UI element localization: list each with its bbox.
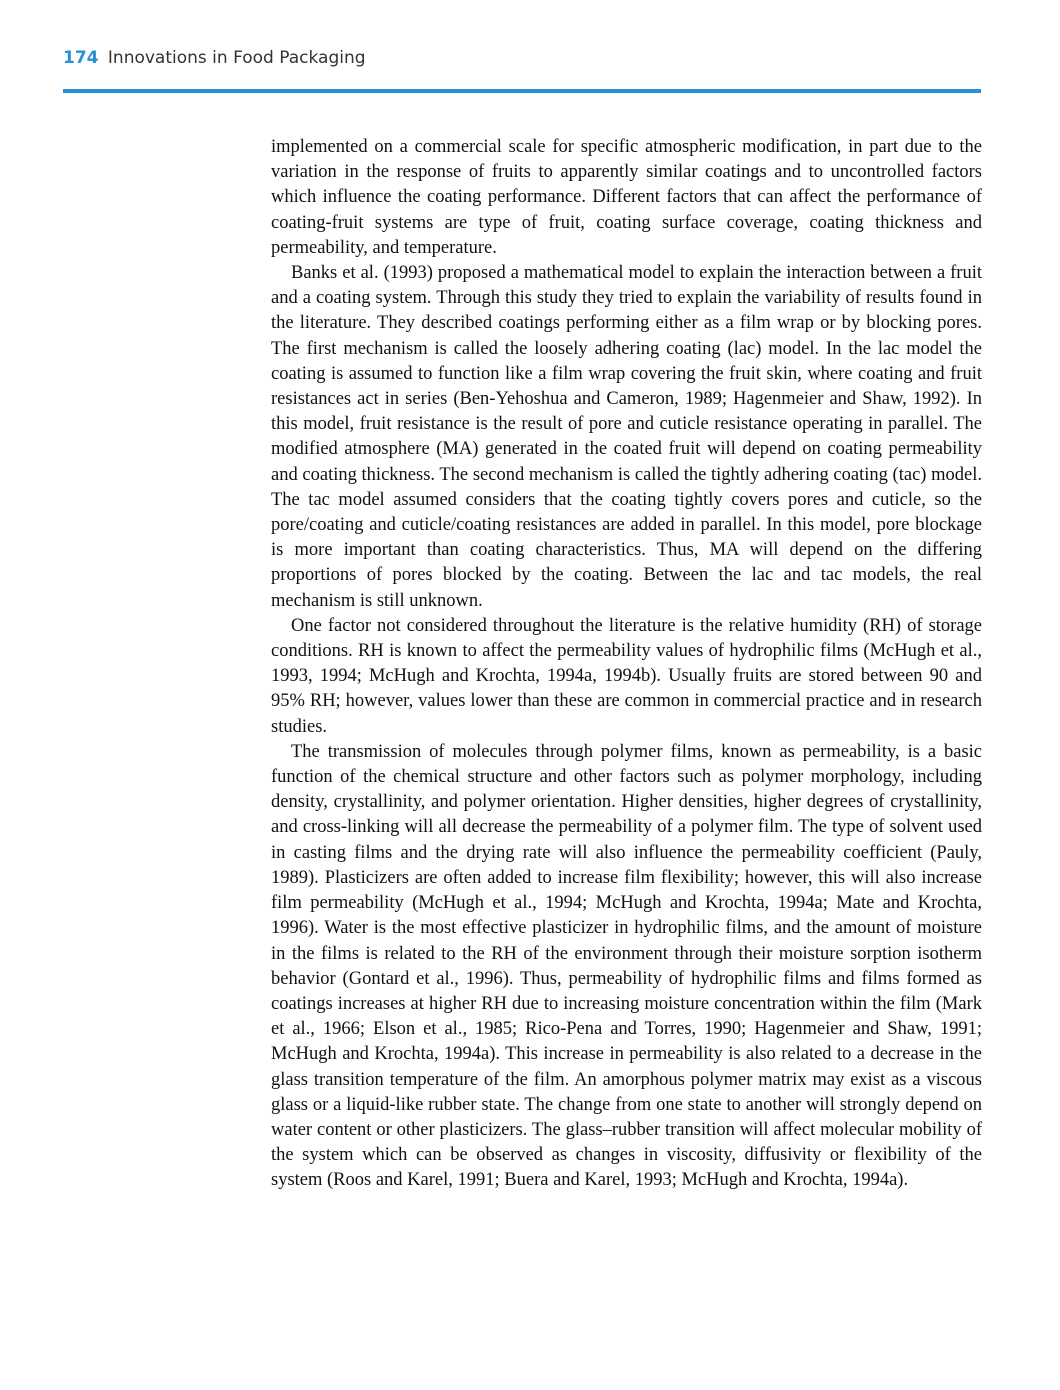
running-head: [63, 48, 366, 68]
paragraph-4: The transmission of molecules through polymer films, known as permeability, is a basic function of the chemical structure and other factors such as polymer morphology, including density, crystallinity, and polymer orientation. Higher densities, higher degrees of crystallinity, and cross-linking will all decrease the permeability of a polymer film. The type of solvent used in casting films and the drying rate will also influence the permeability coefficient (Pauly, 1989). Plasticizers are often added to increase film flexibility; however, this will also increase film permeability (McHugh et al., 1994; McHugh and Krochta, 1994a; Mate and Krochta, 1996). Water is the most effective plasticizer in hydrophilic films, and the amount of moisture in the films is related to the RH of the environment through their moisture sorption isotherm behavior (Gontard et al., 1996). Thus, permeability of hydrophilic films and films formed as coatings increases at higher RH due to increasing moisture concentration within the film (Mark et al., 1966; Elson et al., 1985; Rico-Pena and Torres, 1990; Hagenmeier and Shaw, 1991; McHugh and Krochta, 1994a). This increase in permeability is also related to a decrease in the glass transition temperature of the film. An amorphous polymer matrix may exist as a viscous glass or a liquid-like rubber state. The change from one state to another will strongly depend on water content or other plasticizers. The glass–rubber transition will affect molecular mobility of the system which can be observed as changes in viscosity, diffusivity or flexibility of the system (Roos and Karel, 1991; Buera and Karel, 1993; McHugh and Krochta, 1994a).: [271, 741, 982, 1191]
body-text: [271, 135, 982, 1194]
paragraph-2: Banks et al. (1993) proposed a mathematical model to explain the interaction between a fruit and a coating system. Through this study they tried to explain the variability of results found in the literature. They described coatings performing either as a film wrap or by blocking pores. The first mechanism is called the loosely adhering coating (lac) model. In the lac model the coating is assumed to function like a film wrap covering the fruit skin, where coating and fruit resistances act in series (Ben-Yehoshua and Cameron, 1989; Hagenmeier and Shaw, 1992). In this model, fruit resistance is the result of pore and cuticle resistance operating in parallel. The modified atmosphere (MA) generated in the coated fruit will depend on coating permeability and coating thickness. The second mechanism is called the tightly adhering coating (tac) model. The tac model assumed considers that the coating tightly covers pores and cuticle, so the pore/coating and cuticle/coating resistances are added in parallel. In this model, pore blockage is more important than coating characteristics. Thus, MA will depend on the differing proportions of pores blocked by the coating. Between the lac and tac models, the real mechanism is still unknown.: [271, 263, 982, 611]
page-number: 174: [63, 48, 99, 68]
running-title: Innovations in Food Packaging: [107, 48, 366, 68]
paragraph-3: One factor not considered throughout the literature is the relative humidity (RH) of storage conditions. RH is known to affect the permeability values of hydrophilic films (McHugh et al., 1993, 1994; McHugh and Krochta, 1994a, 1994b). Usually fruits are stored between 90 and 95% RH; however, values lower than these are common in commercial practice and in research studies.: [271, 615, 982, 737]
header-rule: [63, 89, 981, 93]
paragraph-1: implemented on a commercial scale for specific atmospheric modification, in part due to the variation in the response of fruits to apparently similar coatings and to uncontrolled factors which influence the coating performance. Different factors that can affect the performance of coating-fruit systems are type of fruit, coating surface coverage, coating thickness and permeability, and temperature.: [271, 137, 982, 258]
